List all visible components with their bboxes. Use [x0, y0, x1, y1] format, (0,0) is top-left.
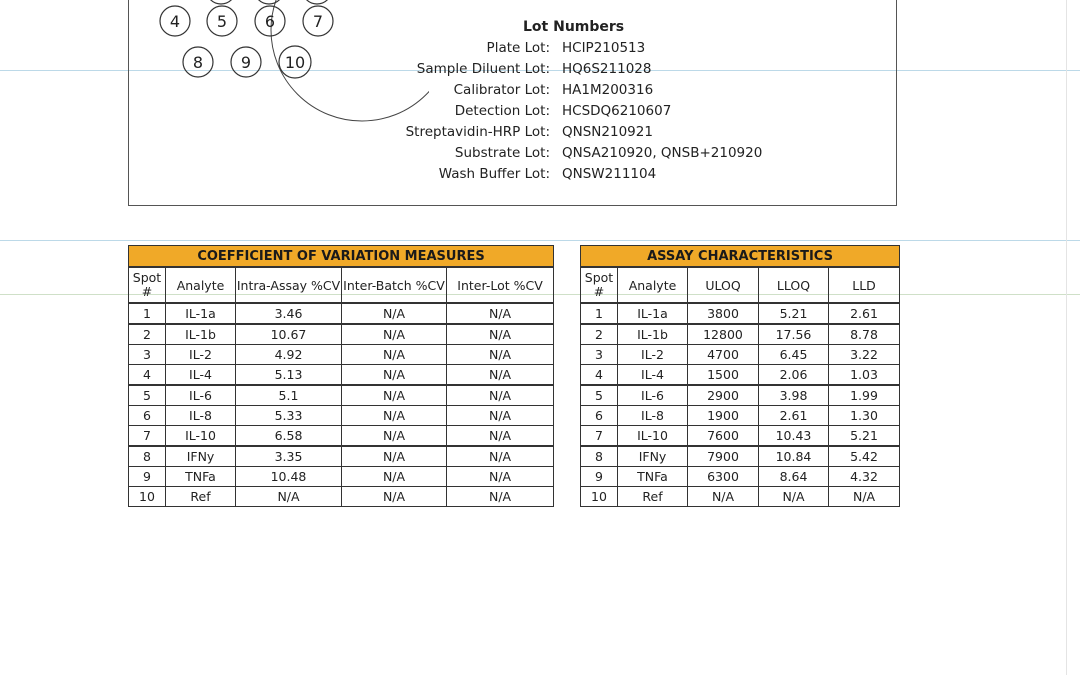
table-cell: 2.06 [759, 365, 829, 386]
spot-5 [207, 6, 237, 36]
table-cell: Ref [166, 487, 236, 507]
spot-2 [254, 0, 284, 4]
table-cell: 4 [581, 365, 618, 386]
table-row [129, 303, 554, 324]
lot-value: QNSN210921 [562, 124, 653, 140]
table-cell: N/A [342, 487, 447, 507]
lot-value: HCSDQ6210607 [562, 103, 672, 119]
table-cell: IL-8 [166, 406, 236, 426]
lot-name: Streptavidin-HRP Lot: [405, 124, 550, 140]
spot-10-label: 10 [284, 53, 306, 72]
table-cell: N/A [447, 365, 554, 386]
spot-3 [302, 0, 332, 4]
lot-name: Substrate Lot: [454, 145, 550, 161]
table-cell: 8.64 [759, 467, 829, 487]
col-header-spot [581, 267, 618, 303]
col-header-inter-batch: Inter-Batch %CV [342, 267, 447, 303]
spot-1 [206, 0, 236, 4]
spot-header-bottom: # [141, 284, 153, 299]
table-cell: IFNy [618, 446, 688, 467]
table-cell: 4700 [688, 345, 759, 365]
table-cell: N/A [342, 365, 447, 386]
table-cell: 1900 [688, 406, 759, 426]
table-cell: 1 [581, 303, 618, 324]
table-cell: 3.22 [829, 345, 900, 365]
lot-name: Detection Lot: [454, 103, 550, 119]
col-header-analyte: Analyte [618, 267, 688, 303]
table-cell: 1500 [688, 365, 759, 386]
table-cell: N/A [342, 345, 447, 365]
table-cell: N/A [447, 467, 554, 487]
table-cell: N/A [342, 385, 447, 406]
table-cell: 1.30 [829, 406, 900, 426]
spot-6-label: 6 [264, 12, 276, 31]
spot-9-label: 9 [240, 53, 252, 72]
table-row [581, 365, 900, 386]
table-cell: IL-1b [618, 324, 688, 345]
table-cell: N/A [342, 467, 447, 487]
table-row [581, 324, 900, 345]
table-cell: 10.48 [236, 467, 342, 487]
spot-7 [303, 6, 333, 36]
lot-value: QNSA210920, QNSB+210920 [562, 145, 763, 161]
table-cell: N/A [829, 487, 900, 507]
table-row [581, 303, 900, 324]
table-cell: 2.61 [759, 406, 829, 426]
lot-numbers-title: Lot Numbers [523, 19, 625, 35]
table-cell: Ref [618, 487, 688, 507]
table-cell: N/A [342, 406, 447, 426]
table-cell: N/A [236, 487, 342, 507]
table-cell: 10.67 [236, 324, 342, 345]
table-cell: N/A [447, 303, 554, 324]
table-cell: 5.13 [236, 365, 342, 386]
table-cell: 5.33 [236, 406, 342, 426]
table-cell: 10 [581, 487, 618, 507]
spot-7-label: 7 [312, 12, 324, 31]
spot-header-top: Spot [132, 270, 162, 285]
table-cell: N/A [342, 303, 447, 324]
table-cell: 7 [129, 426, 166, 447]
spot-9 [231, 47, 261, 77]
table-cell: 4 [129, 365, 166, 386]
table-cell: 5.21 [759, 303, 829, 324]
table-row [581, 406, 900, 426]
spot-header-top: Spot [584, 270, 614, 285]
lot-value: HCIP210513 [562, 40, 646, 56]
table-cell: TNFa [166, 467, 236, 487]
table-cell: 6 [581, 406, 618, 426]
table-cell: 6300 [688, 467, 759, 487]
lot-value: HA1M200316 [562, 82, 654, 98]
table-cell: 1.03 [829, 365, 900, 386]
table-cell: IL-10 [166, 426, 236, 447]
lot-name: Calibrator Lot: [453, 82, 550, 98]
table-cell: 3 [129, 345, 166, 365]
table-cell: 7600 [688, 426, 759, 447]
table-row [581, 385, 900, 406]
table-cell: N/A [342, 446, 447, 467]
table-cell: 6.45 [759, 345, 829, 365]
table-cell: 8.78 [829, 324, 900, 345]
table-cell: 3 [581, 345, 618, 365]
col-header-intra-assay: Intra-Assay %CV [236, 267, 342, 303]
table-cell: N/A [342, 426, 447, 447]
table-cell: N/A [688, 487, 759, 507]
table-row [581, 487, 900, 507]
scan-artifact-line [0, 240, 1080, 241]
table-cell: 12800 [688, 324, 759, 345]
table-cell: 5.42 [829, 446, 900, 467]
table-cell: 4.92 [236, 345, 342, 365]
table-row [581, 446, 900, 467]
table-cell: 5 [129, 385, 166, 406]
table-cell: N/A [342, 324, 447, 345]
table-row [129, 487, 554, 507]
table-cell: 6.58 [236, 426, 342, 447]
table-cell: 2900 [688, 385, 759, 406]
table-cell: 6 [129, 406, 166, 426]
table-cell: IL-10 [618, 426, 688, 447]
table-row [581, 467, 900, 487]
spot-8 [183, 47, 213, 77]
assay-table-body [581, 303, 900, 507]
table-cell: N/A [447, 385, 554, 406]
table-cell: IL-6 [166, 385, 236, 406]
table-cell: IL-2 [618, 345, 688, 365]
table-cell: IFNy [166, 446, 236, 467]
table-cell: 17.56 [759, 324, 829, 345]
spot-5-label: 5 [216, 12, 228, 31]
table-cell: IL-8 [618, 406, 688, 426]
col-header-inter-lot: Inter-Lot %CV [447, 267, 554, 303]
table-cell: 9 [129, 467, 166, 487]
table-row [129, 426, 554, 447]
table-cell: 2 [581, 324, 618, 345]
assay-characteristics-table [580, 245, 900, 507]
table-cell: N/A [447, 487, 554, 507]
table-row [581, 345, 900, 365]
table-cell: 5 [581, 385, 618, 406]
table-cell: 1.99 [829, 385, 900, 406]
table-cell: 8 [581, 446, 618, 467]
table-cell: IL-1a [618, 303, 688, 324]
table-cell: N/A [447, 406, 554, 426]
spot-10 [279, 46, 311, 78]
table-cell: 7900 [688, 446, 759, 467]
lot-name: Plate Lot: [486, 40, 550, 56]
cv-table-title: COEFFICIENT OF VARIATION MEASURES [129, 246, 554, 268]
table-row [129, 385, 554, 406]
table-cell: N/A [447, 324, 554, 345]
table-cell: N/A [447, 345, 554, 365]
table-cell: 7 [581, 426, 618, 447]
assay-table-title: ASSAY CHARACTERISTICS [581, 246, 900, 268]
spot-header-bottom: # [593, 284, 605, 299]
table-row [129, 345, 554, 365]
spot-4 [160, 6, 190, 36]
table-cell: 10 [129, 487, 166, 507]
table-row [129, 365, 554, 386]
table-cell: 3800 [688, 303, 759, 324]
table-cell: IL-6 [618, 385, 688, 406]
col-header-analyte: Analyte [166, 267, 236, 303]
table-cell: N/A [447, 446, 554, 467]
table-row [129, 467, 554, 487]
table-cell: 9 [581, 467, 618, 487]
spot-6 [255, 6, 285, 36]
lot-name: Wash Buffer Lot: [438, 166, 550, 182]
lot-name: Sample Diluent Lot: [416, 61, 550, 77]
table-row [129, 406, 554, 426]
table-row [129, 446, 554, 467]
table-cell: 3.46 [236, 303, 342, 324]
col-header-lloq: LLOQ [759, 267, 829, 303]
table-cell: N/A [759, 487, 829, 507]
table-cell: IL-4 [166, 365, 236, 386]
table-cell: 5.1 [236, 385, 342, 406]
table-row [129, 324, 554, 345]
table-cell: 2 [129, 324, 166, 345]
table-cell: 10.84 [759, 446, 829, 467]
table-cell: N/A [447, 426, 554, 447]
table-cell: 8 [129, 446, 166, 467]
scan-edge-line [1066, 0, 1067, 675]
table-cell: 10.43 [759, 426, 829, 447]
lot-value: QNSW211104 [562, 166, 657, 182]
col-header-spot [129, 267, 166, 303]
table-cell: 4.32 [829, 467, 900, 487]
table-cell: IL-2 [166, 345, 236, 365]
cv-measures-table [128, 245, 554, 507]
cv-table-body [129, 303, 554, 507]
lot-value: HQ6S211028 [562, 61, 652, 77]
spot-8-label: 8 [192, 53, 204, 72]
col-header-lld: LLD [829, 267, 900, 303]
table-cell: 3.35 [236, 446, 342, 467]
table-cell: IL-1a [166, 303, 236, 324]
table-cell: 1 [129, 303, 166, 324]
spot-4-label: 4 [169, 12, 181, 31]
table-row [581, 426, 900, 447]
col-header-uloq: ULOQ [688, 267, 759, 303]
table-cell: 2.61 [829, 303, 900, 324]
table-cell: IL-1b [166, 324, 236, 345]
table-cell: 3.98 [759, 385, 829, 406]
table-cell: IL-4 [618, 365, 688, 386]
table-cell: 5.21 [829, 426, 900, 447]
table-cell: TNFa [618, 467, 688, 487]
